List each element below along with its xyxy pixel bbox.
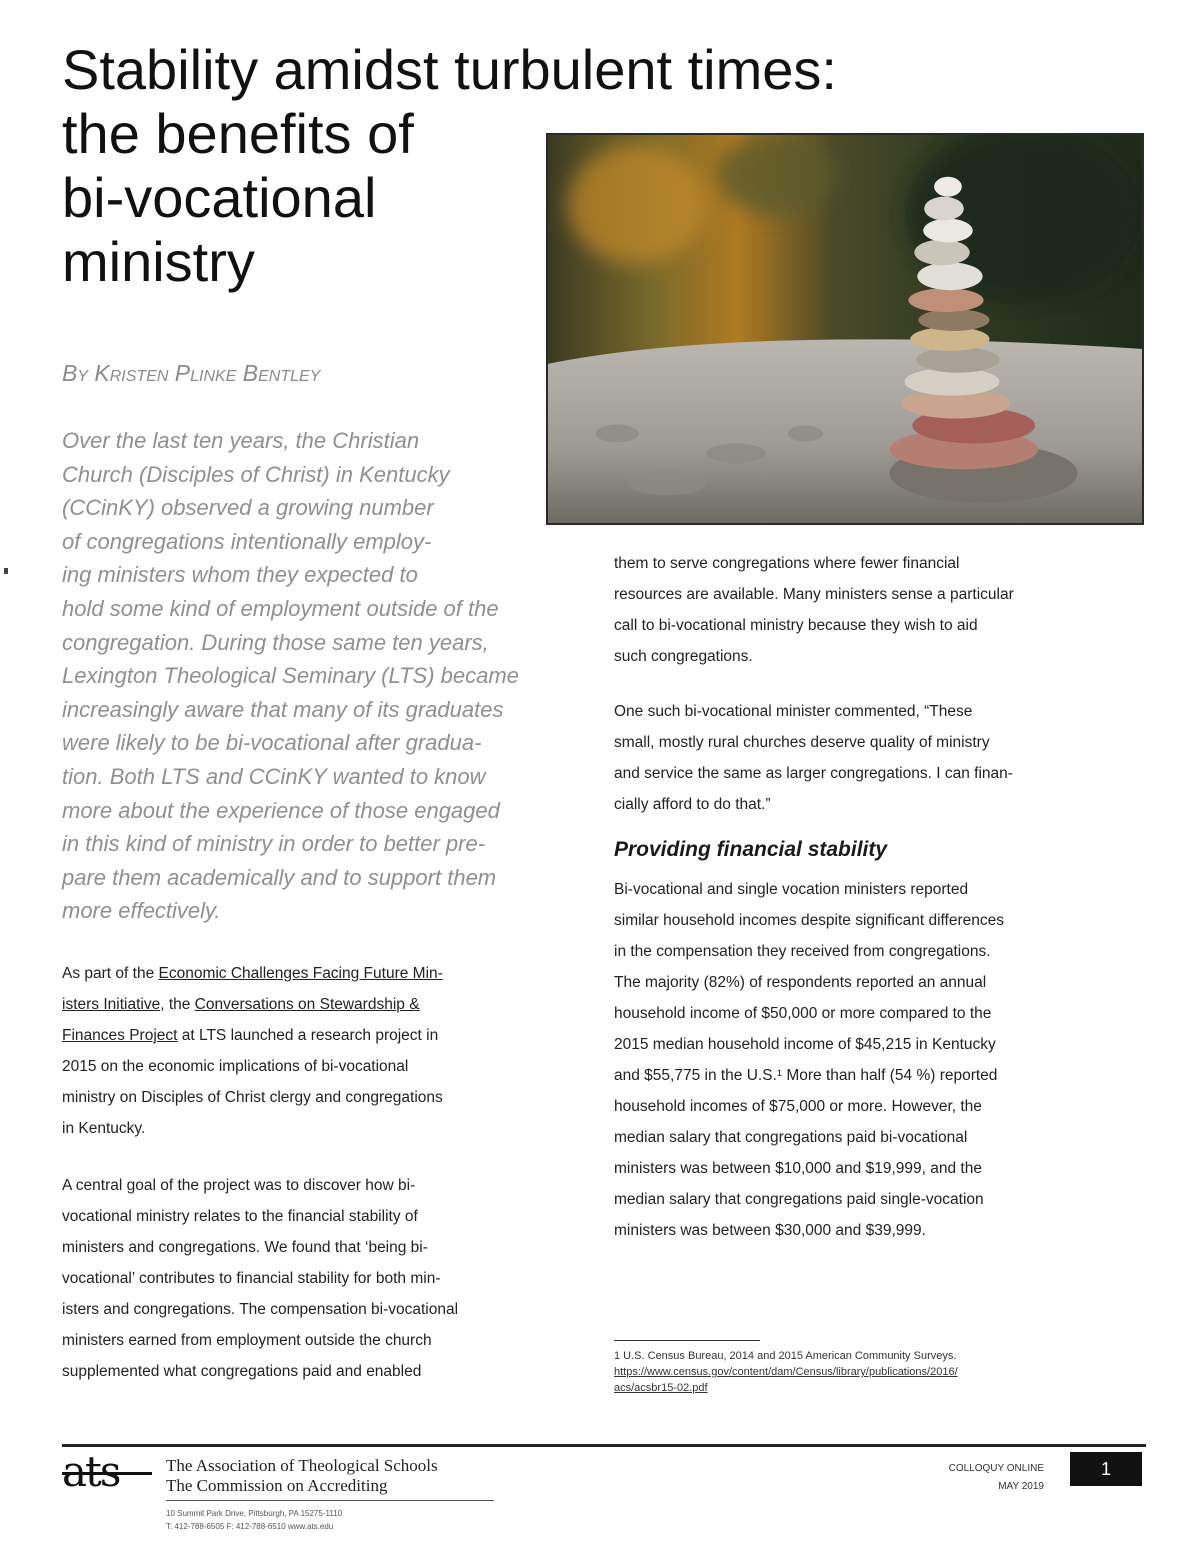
body-line: 2015 median household income of $45,215 in Kentucky bbox=[614, 1036, 996, 1053]
lead-line: congregation. During those same ten years, bbox=[62, 629, 489, 655]
stacked-stones-photo bbox=[546, 133, 1144, 525]
body-line: household incomes of $75,000 or more. However, the bbox=[614, 1098, 982, 1115]
publication-date: MAY 2019 bbox=[998, 1481, 1044, 1492]
address-line: 10 Summit Park Drive, Pittsburgh, PA 15275-1110 bbox=[166, 1509, 343, 1518]
body-paragraph-financial-stability bbox=[614, 874, 1004, 1246]
body-line: ministers was between $10,000 and $19,999, and the bbox=[614, 1160, 982, 1177]
lead-paragraph bbox=[62, 424, 519, 928]
body-line bbox=[62, 958, 443, 989]
body-line bbox=[62, 1020, 443, 1051]
lead-line: more effectively. bbox=[62, 898, 221, 924]
body-line: Bi-vocational and single vocation ministers reported bbox=[614, 881, 969, 898]
body-line: median salary that congregations paid single-vocation bbox=[614, 1191, 984, 1208]
footnote-text: 1 U.S. Census Bureau, 2014 and 2015 American Community Surveys. bbox=[614, 1350, 957, 1362]
stewardship-project-link[interactable]: Conversations on Stewardship & bbox=[194, 996, 420, 1013]
lead-line: increasingly aware that many of its graduates bbox=[62, 696, 504, 722]
body-line: supplemented what congregations paid and enabled bbox=[62, 1363, 422, 1380]
text-run: at LTS launched a research project in bbox=[177, 1027, 439, 1044]
organization-name bbox=[166, 1456, 438, 1496]
title-line: Stability amidst turbulent times: bbox=[62, 38, 837, 101]
logo-text: ats bbox=[62, 1447, 120, 1496]
body-line: One such bi-vocational minister commented, “These bbox=[614, 703, 973, 720]
title-line: bi-vocational bbox=[62, 166, 377, 229]
body-line: A central goal of the project was to discover how bi- bbox=[62, 1177, 416, 1194]
body-line: isters and congregations. The compensation bi-vocational bbox=[62, 1301, 459, 1318]
body-line: ministers was between $30,000 and $39,999. bbox=[614, 1222, 926, 1239]
census-report-link[interactable]: https://www.census.gov/content/dam/Census/library/publications/2016/ bbox=[614, 1366, 958, 1378]
body-line: similar household incomes despite significant differences bbox=[614, 912, 1005, 929]
organization-address bbox=[166, 1507, 342, 1533]
economic-challenges-link-cont[interactable]: isters Initiative bbox=[62, 996, 161, 1013]
body-line: and $55,775 in the U.S.¹ More than half (54 %) reported bbox=[614, 1067, 998, 1084]
lead-line: in this kind of ministry in order to better pre- bbox=[62, 831, 486, 857]
lead-line: (CCinKY) observed a growing number bbox=[62, 495, 434, 521]
lead-line: more about the experience of those engaged bbox=[62, 797, 500, 823]
lead-line: Lexington Theological Seminary (LTS) became bbox=[62, 663, 519, 689]
body-paragraph-quote bbox=[614, 696, 1013, 820]
body-line: such congregations. bbox=[614, 648, 753, 665]
lead-line: Over the last ten years, the Christian bbox=[62, 428, 420, 453]
body-line: ministers and congregations. We found that ‘being bi- bbox=[62, 1239, 428, 1256]
economic-challenges-link[interactable]: Economic Challenges Facing Future Min- bbox=[158, 965, 443, 982]
body-line: in the compensation they received from congregations. bbox=[614, 943, 991, 960]
footnote bbox=[614, 1348, 958, 1396]
section-heading: Providing financial stability bbox=[614, 838, 888, 861]
organization-line: The Commission on Accrediting bbox=[166, 1476, 388, 1495]
body-line: cially afford to do that.” bbox=[614, 796, 771, 813]
body-line: The majority (82%) of respondents reported an annual bbox=[614, 974, 987, 991]
body-line: call to bi-vocational ministry because they wish to aid bbox=[614, 617, 978, 634]
body-line bbox=[62, 989, 443, 1020]
census-report-link-cont[interactable]: acs/acsbr15-02.pdf bbox=[614, 1382, 708, 1394]
ats-logo bbox=[62, 1447, 152, 1496]
lead-line: Church (Disciples of Christ) in Kentucky bbox=[62, 461, 450, 487]
footer-divider bbox=[62, 1444, 1146, 1447]
address-line: T: 412-788-6505 F: 412-788-6510 www.ats.edu bbox=[166, 1522, 334, 1531]
body-line: ministry on Disciples of Christ clergy and congregations bbox=[62, 1089, 443, 1106]
body-line: ministers earned from employment outside the church bbox=[62, 1332, 432, 1349]
body-line: household income of $50,000 or more compared to the bbox=[614, 1005, 992, 1022]
footnote-divider bbox=[614, 1340, 760, 1341]
lead-line: tion. Both LTS and CCinKY wanted to know bbox=[62, 763, 486, 789]
author-byline: By Kristen Plinke Bentley bbox=[62, 360, 321, 386]
body-line: in Kentucky. bbox=[62, 1120, 146, 1137]
body-line: them to serve congregations where fewer financial bbox=[614, 555, 960, 572]
title-line: the benefits of bbox=[62, 102, 414, 165]
body-line: vocational ministry relates to the financial stability of bbox=[62, 1208, 418, 1225]
lead-line: pare them academically and to support them bbox=[62, 864, 497, 890]
lead-line: hold some kind of employment outside of the bbox=[62, 595, 499, 621]
stewardship-project-link-cont[interactable]: Finances Project bbox=[62, 1027, 178, 1044]
body-line: median salary that congregations paid bi-vocational bbox=[614, 1129, 968, 1146]
body-paragraph-continuation bbox=[614, 548, 1014, 672]
publication-name: COLLOQUY ONLINE bbox=[948, 1463, 1044, 1474]
body-line: and service the same as larger congregations. I can finan- bbox=[614, 765, 1013, 782]
page-number: 1 bbox=[1070, 1452, 1142, 1486]
stacked-stones-image bbox=[548, 135, 1142, 523]
body-line: small, mostly rural churches deserve quality of ministry bbox=[614, 734, 990, 751]
text-run: , the bbox=[160, 996, 195, 1013]
lead-line: of congregations intentionally employ- bbox=[62, 528, 432, 554]
text-run: As part of the bbox=[62, 965, 159, 982]
body-line: 2015 on the economic implications of bi-vocational bbox=[62, 1058, 409, 1075]
title-line: ministry bbox=[62, 230, 255, 293]
organization-line: The Association of Theological Schools bbox=[166, 1456, 438, 1475]
body-paragraph-initiative bbox=[62, 958, 443, 1144]
publication-info bbox=[880, 1460, 1044, 1496]
body-paragraph-central-goal bbox=[62, 1170, 458, 1387]
lead-line: were likely to be bi-vocational after gradua- bbox=[62, 730, 482, 756]
margin-mark bbox=[4, 568, 8, 574]
organization-divider bbox=[166, 1500, 494, 1501]
body-line: vocational’ contributes to financial stability for both min- bbox=[62, 1270, 441, 1287]
body-line: resources are available. Many ministers sense a particular bbox=[614, 586, 1014, 603]
lead-line: ing ministers whom they expected to bbox=[62, 562, 418, 588]
